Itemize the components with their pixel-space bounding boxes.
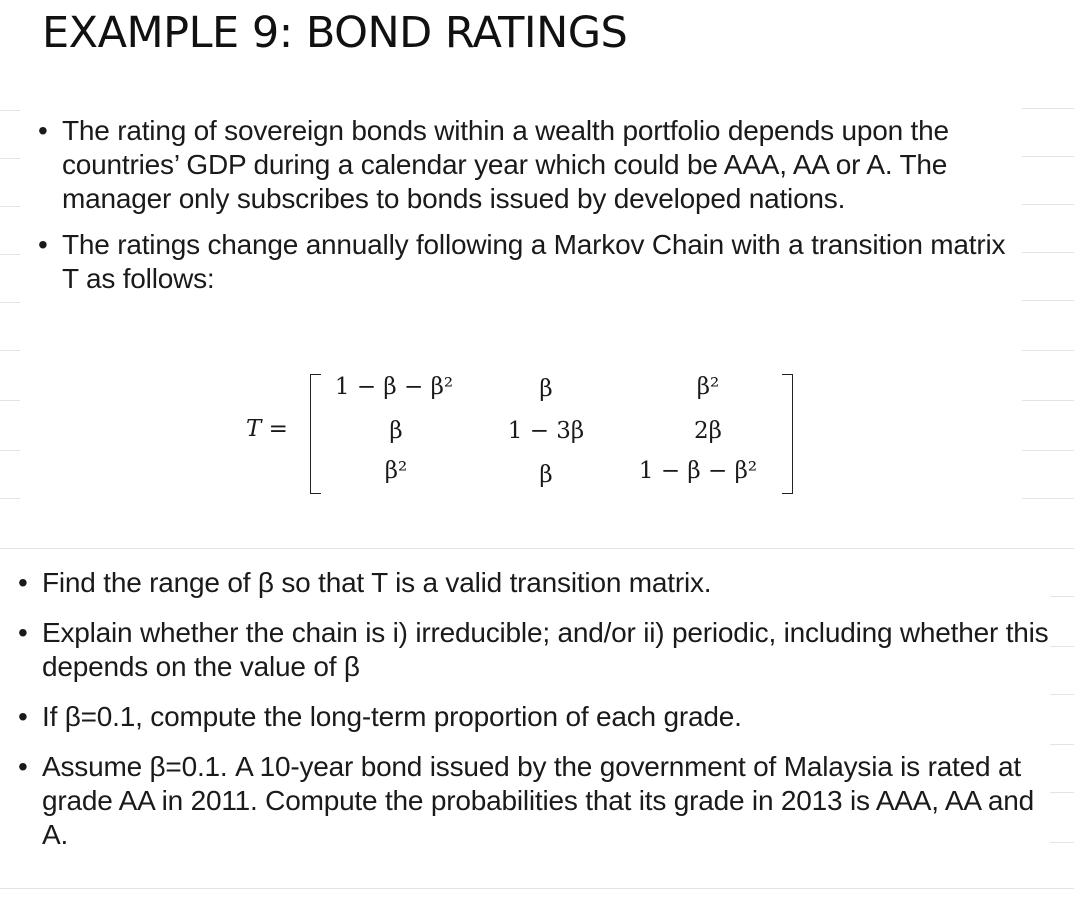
page-rule	[0, 254, 20, 255]
intro-bullet: • The rating of sovereign bonds within a wealth portfolio depends upon the countries’ GDP during a calendar year which could be AAA, AA or A. The manager only subscribes to bonds issued by developed nations.	[62, 114, 1022, 216]
right-bracket	[782, 374, 793, 494]
page-rule	[0, 450, 20, 451]
question-bullet: • Assume β=0.1. A 10-year bond issued by the government of Malaysia is rated at grade AA in 2011. Compute the probabilities that its grade in 2013 is AAA, AA and A.	[42, 750, 1062, 852]
equals-sign: =	[268, 416, 288, 442]
matrix-label: T =	[246, 416, 288, 442]
matrix-cell-r1c1: 1 − β − β²	[334, 374, 454, 400]
page-rule	[1022, 252, 1074, 253]
section-divider	[0, 548, 1074, 549]
page-rule	[1022, 498, 1074, 499]
page-rule	[0, 400, 20, 401]
page-rule	[0, 110, 20, 111]
matrix-cell-r2c3: 2β	[694, 418, 722, 444]
matrix-cell-r2c1: β	[389, 418, 403, 444]
question-list	[42, 566, 1062, 868]
page-rule	[1022, 108, 1074, 109]
page-rule	[1022, 350, 1074, 351]
page-rule	[0, 206, 20, 207]
page-rule	[1022, 450, 1074, 451]
page-rule	[1022, 204, 1074, 205]
page-rule	[1022, 156, 1074, 157]
left-bracket	[310, 374, 321, 494]
intro-bullet: • The ratings change annually following a Markov Chain with a transition matrix T as follows:	[62, 228, 1022, 296]
matrix-cell-r3c2: β	[539, 462, 553, 488]
transition-matrix	[246, 370, 806, 495]
page-rule	[0, 350, 20, 351]
intro-list	[62, 114, 1022, 308]
question-bullet: • Explain whether the chain is i) irreducible; and/or ii) periodic, including whether this depends on the value of β	[42, 616, 1062, 684]
matrix-cell-r3c1: β²	[384, 458, 408, 484]
page-title: EXAMPLE 9: BOND RATINGS	[42, 8, 628, 58]
matrix-cell-r2c2: 1 − 3β	[507, 418, 585, 444]
matrix-cell-r1c3: β²	[696, 374, 720, 400]
page-rule	[0, 302, 20, 303]
page-rule	[0, 498, 20, 499]
question-bullet: • Find the range of β so that T is a valid transition matrix.	[42, 566, 1062, 600]
page-rule	[1022, 300, 1074, 301]
question-bullet: • If β=0.1, compute the long-term proportion of each grade.	[42, 700, 1062, 734]
matrix-cell-r3c3: 1 − β − β²	[638, 458, 758, 484]
page-rule	[0, 158, 20, 159]
page-rule	[0, 888, 1074, 889]
page-rule	[1022, 400, 1074, 401]
matrix-cell-r1c2: β	[539, 376, 553, 402]
